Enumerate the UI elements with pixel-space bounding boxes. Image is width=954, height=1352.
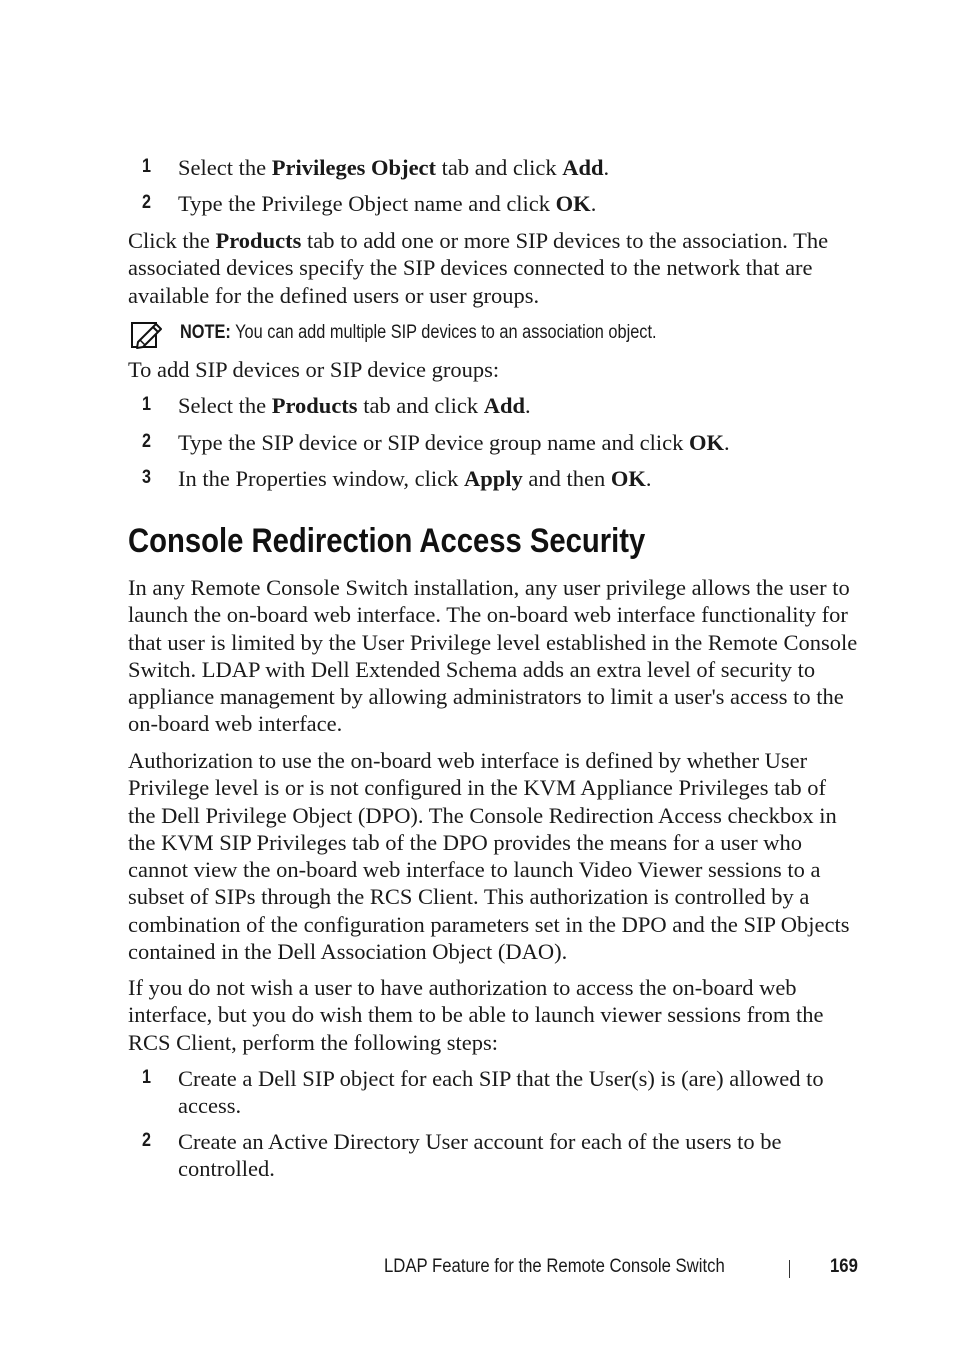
page-footer <box>384 1256 864 1282</box>
footer-divider <box>789 1260 790 1278</box>
note-text: You can add multiple SIP devices to an association object. <box>230 322 657 343</box>
note-label: NOTE: <box>180 322 231 343</box>
step-number: 1 <box>142 394 151 415</box>
paragraph: If you do not wish a user to have authorization to access the on-board web interface, but you do wish them to be able to launch viewer sessions from the RCS Client, perform the following steps: <box>128 975 824 1055</box>
paragraph: In any Remote Console Switch installation, any user privilege allows the user to launch the on-board web interface. The on-board web interface functionality for that user is limited by the User Privilege level established in the Remote Console Switch. LDAP with Dell Extended Schema adds an extra level of security to appliance management by allowing administrators to limit a user's access to the on-board web interface. <box>128 575 858 737</box>
paragraph: Authorization to use the on-board web interface is defined by whether User Privilege level is or is not configured in the KVM Appliance Privileges tab of the Dell Privilege Object (DPO). The Console Redirection Access checkbox in the KVM SIP Privileges tab of the DPO provides the means for a user who cannot view the on-board web interface to launch Video Viewer sessions to a subset of SIPs through the RCS Client. This authorization is controlled by a combination of the configuration parameters set in the DPO and the SIP Objects contained in the Dell Association Object (DAO). <box>128 748 850 965</box>
step-number: 2 <box>142 1130 151 1151</box>
page-number: 169 <box>830 1256 858 1277</box>
note-pencil-icon <box>130 320 164 355</box>
footer-title: LDAP Feature for the Remote Console Switch <box>384 1256 725 1277</box>
section-heading: Console Redirection Access Security <box>128 522 646 560</box>
paragraph-products: Click the Products tab to add one or more SIP devices to the association. The associated devices specify the SIP devices connected to the network that are available for the defined users or user groups. <box>128 228 829 308</box>
step-number: 1 <box>142 1067 151 1088</box>
step-number: 3 <box>142 467 151 488</box>
step-number: 1 <box>142 156 151 177</box>
note <box>130 320 870 350</box>
step-number: 2 <box>142 192 151 213</box>
step-number: 2 <box>142 431 151 452</box>
intro-text: To add SIP devices or SIP device groups: <box>128 357 500 382</box>
